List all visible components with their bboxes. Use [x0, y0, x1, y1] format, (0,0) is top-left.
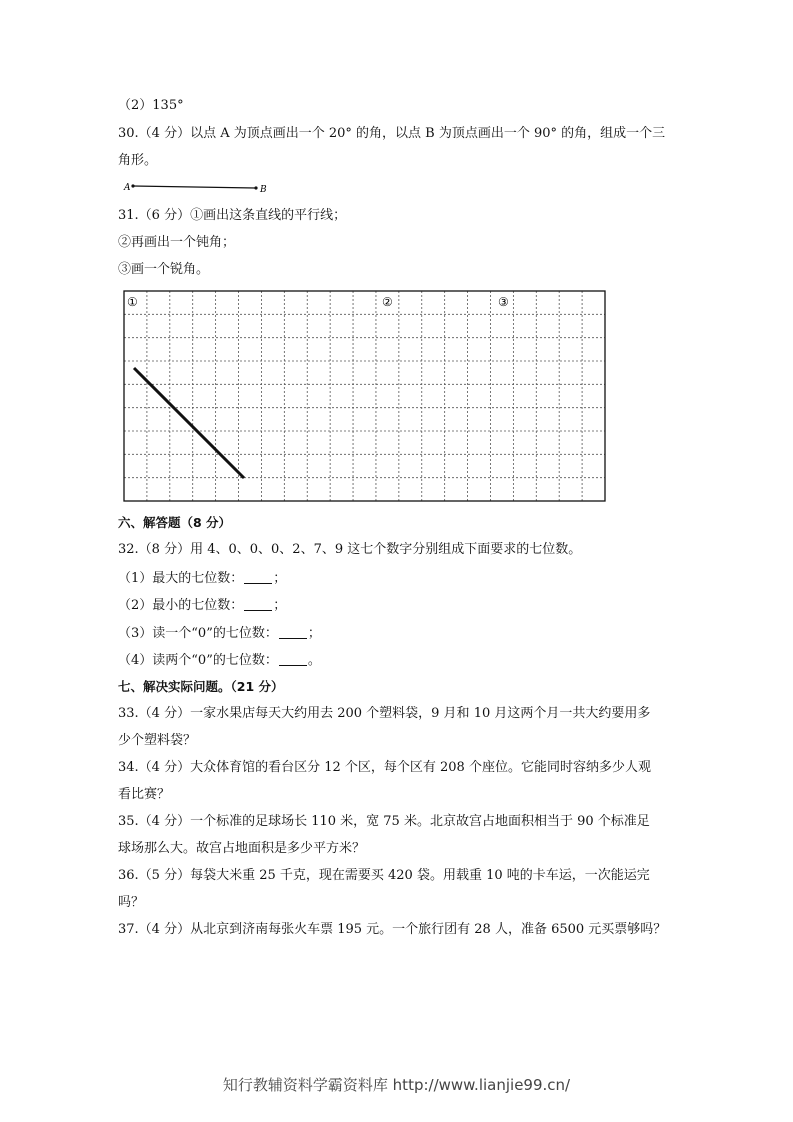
q30-text-line1: 30.（4 分）以点 A 为顶点画出一个 20° 的角，以点 B 为顶点画出一个 90° 的角，组成一个三 — [118, 126, 666, 141]
answer-blank-2[interactable] — [244, 596, 272, 611]
q32-item-3-end: ； — [307, 626, 321, 641]
q31-text-line3: ③画一个锐角。 — [118, 262, 210, 277]
q32-item-4-label: （4）读两个“0”的七位数： — [118, 653, 278, 668]
section-7-title: 七、解决实际问题。（21 分） — [118, 679, 284, 694]
q36-line1: 36.（5 分）每袋大米重 25 千克，现在需要买 420 袋。用载重 10 吨的卡车运，一次能运完 — [118, 868, 650, 883]
q34-line1: 34.（4 分）大众体育馆的看台区分 12 个区，每个区有 208 个座位。它能同时容纳多少人观 — [118, 760, 651, 775]
footer-watermark: 知行教辅资料学霸资料库 http://www.lianjie99.cn/ — [222, 1076, 571, 1094]
q32-item-1-label: （1）最大的七位数： — [118, 571, 244, 586]
q29-item-2: （2）135° — [118, 98, 184, 113]
q32-item-4-end: 。 — [307, 653, 321, 668]
q32-item-3 — [118, 624, 321, 643]
q35-line2: 球场那么大。故宫占地面积是多少平方米？ — [118, 841, 366, 856]
q37-text: 37.（4 分）从北京到济南每张火车票 195 元。一个旅行团有 28 人，准备 6500 元买票够吗？ — [118, 922, 667, 937]
q34-line2: 看比赛？ — [118, 787, 171, 802]
section-6-title: 六、解答题（8 分） — [118, 515, 232, 530]
q32-item-1 — [118, 569, 286, 588]
answer-blank-1[interactable] — [244, 569, 272, 584]
grid-label-2: ② — [382, 295, 393, 309]
q31-text-line2: ②再画出一个钝角； — [118, 235, 236, 250]
q32-item-4 — [118, 651, 321, 670]
point-a-label: A — [124, 183, 131, 193]
q36-line2: 吗？ — [118, 895, 145, 910]
grid-label-3: ③ — [498, 295, 509, 309]
q32-text: 32.（8 分）用 4、0、0、0、2、7、9 这七个数字分别组成下面要求的七位数。 — [118, 542, 582, 557]
answer-blank-3[interactable] — [279, 624, 307, 639]
q33-line2: 少个塑料袋？ — [118, 733, 197, 748]
q32-item-2 — [118, 596, 286, 615]
drawing-grid — [120, 289, 610, 505]
q32-item-1-end: ； — [273, 571, 287, 586]
q32-item-2-label: （2）最小的七位数： — [118, 598, 244, 613]
q32-item-3-label: （3）读一个“0”的七位数： — [118, 626, 278, 641]
answer-blank-4[interactable] — [279, 651, 307, 666]
point-b-label: B — [260, 185, 267, 195]
q35-line1: 35.（4 分）一个标准的足球场长 110 米，宽 75 米。北京故宫占地面积相当于 90 个标准足 — [118, 814, 650, 829]
q32-item-2-end: ； — [273, 598, 287, 613]
q33-line1: 33.（4 分）一家水果店每天大约用去 200 个塑料袋，9 月和 10 月这两个月一共大约要用多 — [118, 706, 651, 721]
segment-ab — [120, 178, 280, 196]
grid-label-1: ① — [127, 295, 138, 309]
q30-text-line2: 角形。 — [118, 153, 158, 168]
q31-text-line1: 31.（6 分）①画出这条直线的平行线； — [118, 208, 347, 223]
